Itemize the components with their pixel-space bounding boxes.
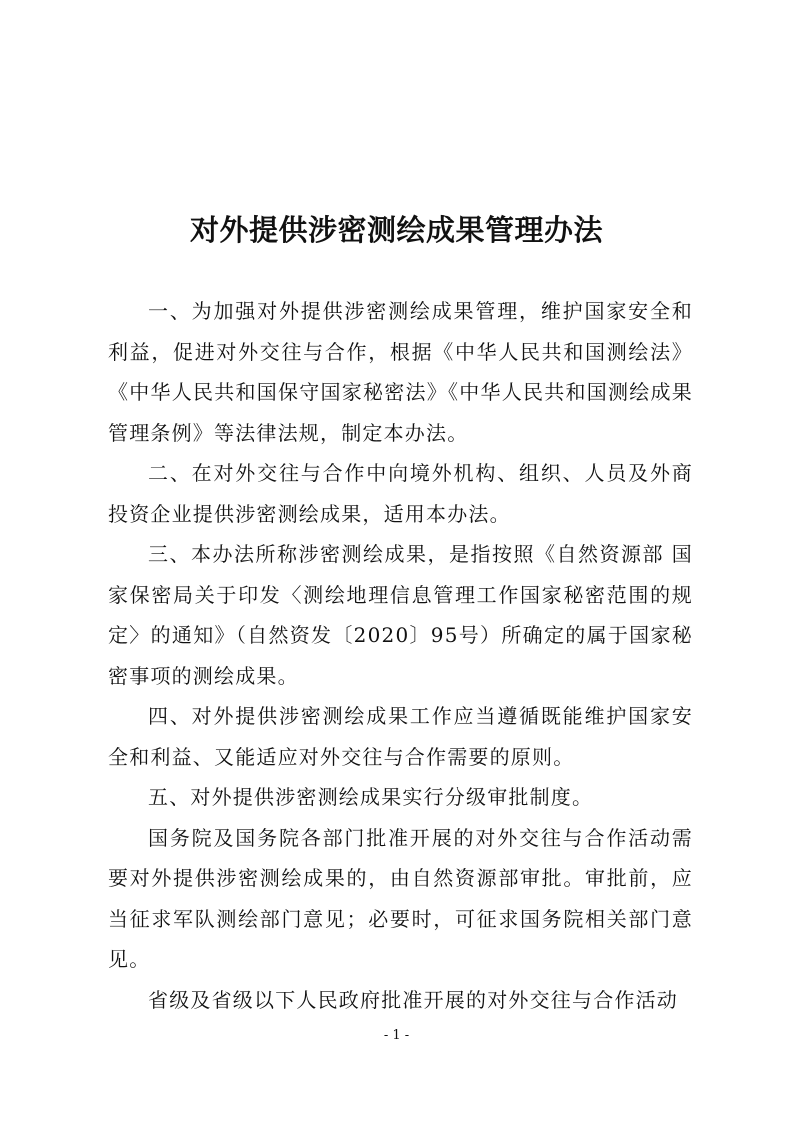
document-body: [108, 291, 693, 1020]
paragraph-1: 一、为加强对外提供涉密测绘成果管理，维护国家安全和利益，促进对外交往与合作，根据《中华人民共和国测绘法》《中华人民共和国保守国家秘密法》《中华人民共和国测绘成果管理条例》等法律法规，制定本办法。: [108, 299, 693, 445]
paragraph-5: 五、对外提供涉密测绘成果实行分级审批制度。: [148, 785, 594, 809]
paragraph-2: 二、在对外交往与合作中向境外机构、组织、人员及外商投资企业提供涉密测绘成果，适用本办法。: [108, 461, 693, 526]
paragraph-4: 四、对外提供涉密测绘成果工作应当遵循既能维护国家安全和利益、又能适应对外交往与合作需要的原则。: [108, 704, 693, 769]
paragraph-7: 省级及省级以下人民政府批准开展的对外交往与合作活动: [148, 987, 678, 1012]
page-number: - 1 -: [383, 1028, 410, 1043]
paragraph-3: 三、本办法所称涉密测绘成果，是指按照《自然资源部 国家保密局关于印发〈测绘地理信息管理工作国家秘密范围的规定〉的通知》（自然资发〔2020〕95号）所确定的属于国家秘密事项的测绘成果。: [108, 542, 693, 688]
document-title: 对外提供涉密测绘成果管理办法: [189, 213, 603, 247]
paragraph-6: 国务院及国务院各部门批准开展的对外交往与合作活动需要对外提供涉密测绘成果的，由自然资源部审批。审批前，应当征求军队测绘部门意见；必要时，可征求国务院相关部门意见。: [108, 825, 693, 971]
